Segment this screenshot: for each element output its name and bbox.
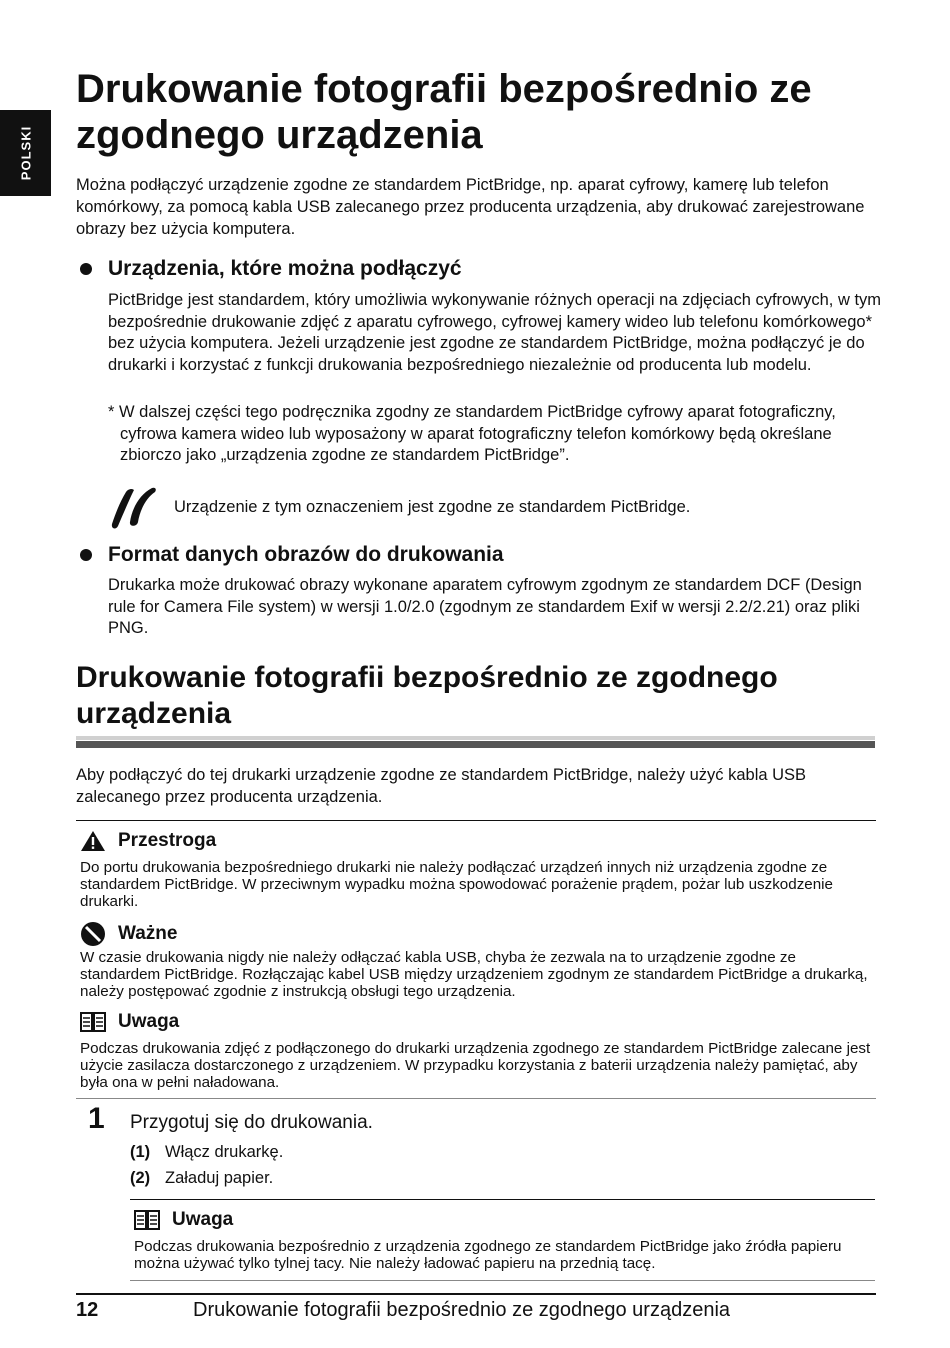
pictbridge-logo-icon [108,484,158,530]
section-heading-devices [80,256,462,282]
note-title: Uwaga [118,1011,180,1032]
caution-text: Do portu drukowania bezpośredniego drukarki nie należy podłączać urządzeń innych niż urządzenia zgodne ze standardem PictBridge. W przeciwnym wypadku można spowodować porażenie prądem, pożar lub uszkodzenie drukarki. [80,859,833,911]
warning-triangle-icon [80,830,106,852]
bullet-icon [80,263,92,275]
caution-title: Przestroga [118,830,217,851]
substep-text: Załaduj papier. [165,1169,274,1187]
substep-item [130,1143,283,1162]
page-number: 12 [76,1299,99,1321]
substep-item [130,1169,273,1188]
important-text: W czasie drukowania nigdy nie należy odłączać kabla USB, chyba że zezwala na to urządzenie zgodne ze standardem PictBridge. Rozłączając kabel USB między urządzeniem zgodnym ze standardem PictBridge a drukarką, należy postępować zgodnie z instrukcją obsługi tego urządzenia. [80,949,868,1001]
divider [76,736,875,740]
footnote: * W dalszej części tego podręcznika zgodny ze standardem PictBridge cyfrowy aparat fotograficzny, cyfrowa kamera wideo lub wyposażony w aparat fotograficzny telefon komórkowy będą określane zbiorczo jako „urządzenia zgodne ze standardem PictBridge”. [108,403,836,465]
note-text: Podczas drukowania zdjęć z podłączonego do drukarki urządzenia zgodnego ze standardem PictBridge zalecane jest użycie zasilacza dostarczonego z urządzeniem. W przypadku korzystania z baterii urządzenia należy pamiętać, aby była ona w pełni naładowana. [80,1040,871,1092]
footer-title: Drukowanie fotografii bezpośrednio ze zgodnego urządzenia [193,1299,731,1321]
substep-number: (2) [130,1169,151,1187]
note-text: Podczas drukowania bezpośrednio z urządzenia zgodnego ze standardem PictBridge jako źródła papieru można używać tylko tylnej tacy. Nie należy ładować papieru na przednią tacę. [134,1238,842,1273]
format-paragraph: Drukarka może drukować obrazy wykonane aparatem cyfrowym zgodnym ze standardem DCF (Design rule for Camera File system) w wersji 1.0/2.0 (zgodnym ze standardem Exif w wersji 2.2/2.21) oraz pliki PNG. [108,576,862,638]
divider [76,820,876,821]
substep-text: Włącz drukarkę. [165,1143,284,1161]
caution-heading [80,830,216,852]
language-label: POLSKI [18,125,33,181]
connect-paragraph: Aby podłączyć do tej drukarki urządzenie zgodne ze standardem PictBridge, należy użyć kabla USB zalecanego przez producenta urządzenia. [76,766,807,806]
divider [76,741,875,748]
important-title: Ważne [118,923,178,944]
note-heading [134,1209,233,1231]
devices-paragraph: PictBridge jest standardem, który umożliwia wykonywanie różnych operacji na zdjęciach cyfrowych, w tym bezpośrednie drukowanie zdjęć z aparatu cyfrowego, cyfrowej kamery wideo lub telefonu komórkowego* bez użycia komputera. Jeżeli urządzenie jest zgodne ze standardem PictBridge, można podłączyć je do drukarki i korzystać z funkcji drukowania bezpośredniego niezależnie od producenta lub modelu. [108,291,882,375]
important-heading [80,921,177,947]
pictbridge-note: Urządzenie z tym oznaczeniem jest zgodne ze standardem PictBridge. [174,497,691,516]
step-number: 1 [88,1102,105,1135]
divider [130,1280,875,1281]
substep-number: (1) [130,1143,151,1161]
section-heading-text: Format danych obrazów do drukowania [108,543,504,566]
pictbridge-logo-row [108,484,690,530]
language-side-tab [0,110,51,196]
section-heading-format [80,542,504,568]
section-title: Drukowanie fotografii bezpośrednio ze zgodnego urządzenia [76,661,778,730]
divider [130,1199,875,1200]
footer-rule [76,1293,876,1295]
prohibited-icon [80,921,106,947]
section-heading-text: Urządzenia, które można podłączyć [108,257,462,280]
page-title: Drukowanie fotografii bezpośrednio ze zgodnego urządzenia [76,67,812,157]
book-icon [134,1210,160,1230]
book-icon [80,1012,106,1032]
note-title: Uwaga [172,1209,234,1230]
intro-paragraph: Można podłączyć urządzenie zgodne ze standardem PictBridge, np. aparat cyfrowy, kamerę lub telefon komórkowy, za pomocą kabla USB zalecanego przez producenta urządzenia, aby drukować zarejestrowane obrazy bez użycia komputera. [76,176,865,238]
note-heading [80,1011,179,1033]
step-text: Przygotuj się do drukowania. [130,1112,373,1133]
bullet-icon [80,549,92,561]
divider [76,1098,876,1099]
